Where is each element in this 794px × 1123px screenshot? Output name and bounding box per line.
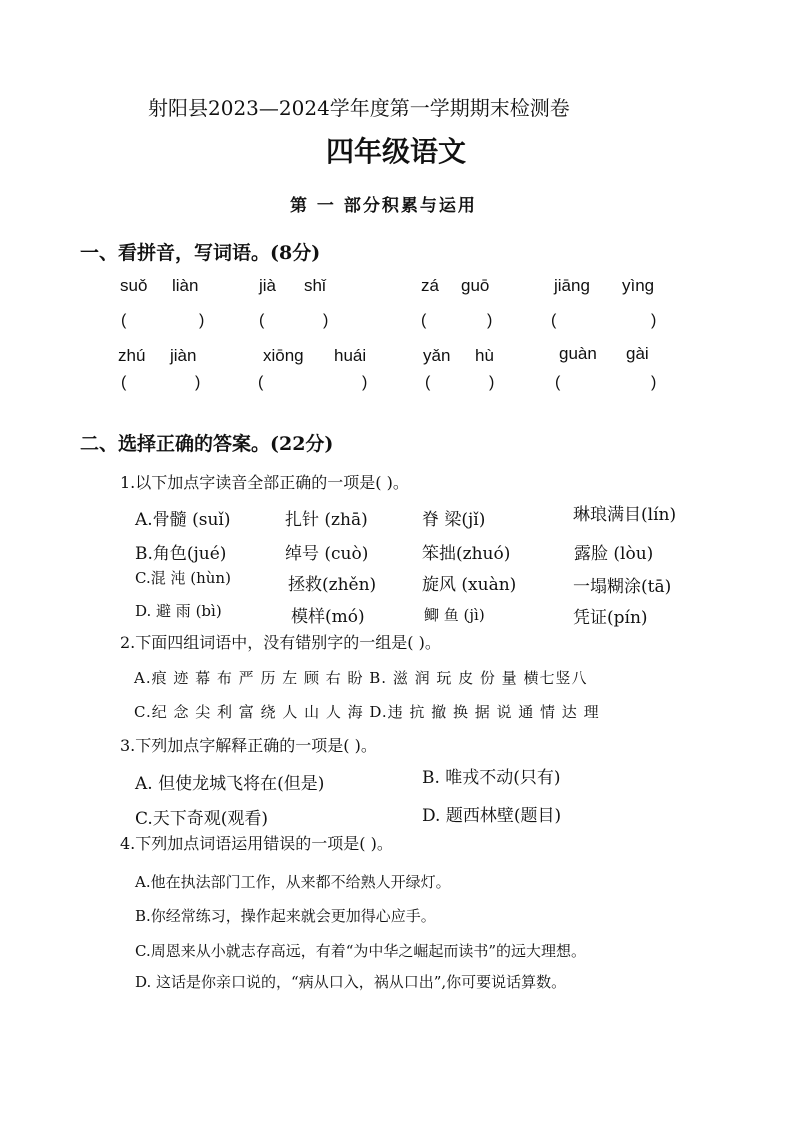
- pinyin-5a: zhú: [118, 346, 146, 365]
- pinyin-8a: guàn: [559, 344, 597, 363]
- pinyin-4a: jiāng: [554, 276, 590, 295]
- exam-subtitle: 四年级语文: [326, 135, 467, 168]
- q1-b-1: B.角色(jué): [135, 544, 227, 564]
- q4-option-a: A.他在执法部门工作，从来都不给熟人开绿灯。: [135, 873, 451, 891]
- pinyin-1a: suǒ: [120, 276, 148, 295]
- blank-6-open: (: [258, 374, 264, 391]
- blank-8-close: ): [651, 374, 657, 391]
- pinyin-2a: jià: [259, 276, 277, 295]
- q1-a-3: 脊 梁(jǐ): [422, 510, 486, 530]
- q3-option-b: B. 唯戎不动(只有): [422, 768, 561, 788]
- q3-option-c: C.天下奇观(观看): [135, 809, 269, 829]
- pinyin-5b: jiàn: [170, 346, 197, 365]
- section2-heading: 二、选择正确的答案。(22分): [80, 433, 334, 455]
- pinyin-3b: guō: [461, 276, 490, 295]
- blank-7-open: (: [425, 374, 431, 391]
- q2-row-1: A.痕 迹 幕 布 严 历 左 顾 右 盼 B. 滋 润 玩 皮 份 量 横七竖八: [134, 669, 588, 687]
- blank-5-close: ): [195, 374, 201, 391]
- blank-6-close: ): [362, 374, 368, 391]
- q2-stem: 2.下面四组词语中，没有错别字的一组是( )。: [120, 633, 441, 652]
- blank-1-close: ): [199, 312, 205, 329]
- pinyin-7a: yǎn: [423, 346, 451, 365]
- pinyin-7b: hù: [475, 346, 494, 365]
- q1-d-1: D. 避 雨 (bì): [135, 602, 222, 620]
- blank-4-open: (: [551, 312, 557, 329]
- blank-1-open: (: [121, 312, 127, 329]
- q4-option-b: B.你经常练习，操作起来就会更加得心应手。: [135, 907, 436, 925]
- pinyin-3a: zá: [421, 276, 439, 295]
- q1-stem: 1.以下加点字读音全部正确的一项是( )。: [120, 473, 409, 492]
- q1-d-3: 鲫 鱼 (jì): [424, 606, 485, 624]
- pinyin-2b: shǐ: [304, 276, 326, 295]
- q1-c-4: 一塌糊涂(tā): [573, 577, 672, 597]
- q1-d-2: 模样(mó): [291, 607, 365, 627]
- q1-c-2: 拯救(zhěn): [288, 575, 377, 595]
- blank-3-close: ): [487, 312, 493, 329]
- part-heading: 第 一 部分积累与运用: [290, 196, 477, 216]
- q1-c-1: C.混 沌 (hùn): [135, 569, 231, 587]
- blank-8-open: (: [555, 374, 561, 391]
- q1-d-4: 凭证(pín): [573, 608, 648, 628]
- q4-option-d: D. 这话是你亲口说的，“病从口入，祸从口出”,你可要说话算数。: [135, 973, 567, 991]
- q3-stem: 3.下列加点字解释正确的一项是( )。: [120, 736, 377, 755]
- blank-2-open: (: [259, 312, 265, 329]
- blank-2-close: ): [323, 312, 329, 329]
- pinyin-8b: gài: [626, 344, 649, 363]
- blank-3-open: (: [421, 312, 427, 329]
- q2-row-2: C.纪 念 尖 利 富 绕 人 山 人 海 D.违 抗 撤 换 据 说 通 情 达 理: [134, 703, 600, 721]
- q1-a-4: 琳琅满目(lín): [573, 505, 677, 525]
- q1-a-2: 扎针 (zhā): [285, 510, 368, 530]
- blank-4-close: ): [651, 312, 657, 329]
- blank-7-close: ): [489, 374, 495, 391]
- q1-b-2: 绰号 (cuò): [285, 544, 369, 564]
- q3-option-a: A. 但使龙城飞将在(但是): [135, 774, 325, 794]
- pinyin-1b: liàn: [172, 276, 199, 295]
- pinyin-6a: xiōng: [263, 346, 304, 365]
- q4-stem: 4.下列加点词语运用错误的一项是( )。: [120, 834, 393, 853]
- q1-b-4: 露脸 (lòu): [574, 544, 654, 564]
- section1-heading: 一、看拼音，写词语。(8分): [80, 242, 321, 264]
- q1-b-3: 笨拙(zhuó): [422, 544, 511, 564]
- q1-c-3: 旋风 (xuàn): [422, 575, 517, 595]
- pinyin-4b: yìng: [622, 276, 655, 295]
- pinyin-6b: huái: [334, 346, 367, 365]
- q3-option-d: D. 题西林壁(题目): [422, 806, 562, 826]
- q4-option-c: C.周恩来从小就志存高远，有着“为中华之崛起而读书”的远大理想。: [135, 942, 587, 960]
- blank-5-open: (: [121, 374, 127, 391]
- q1-a-1: A.骨髓 (suǐ): [135, 510, 231, 530]
- exam-title: 射阳县2023—2024学年度第一学期期末检测卷: [148, 96, 570, 120]
